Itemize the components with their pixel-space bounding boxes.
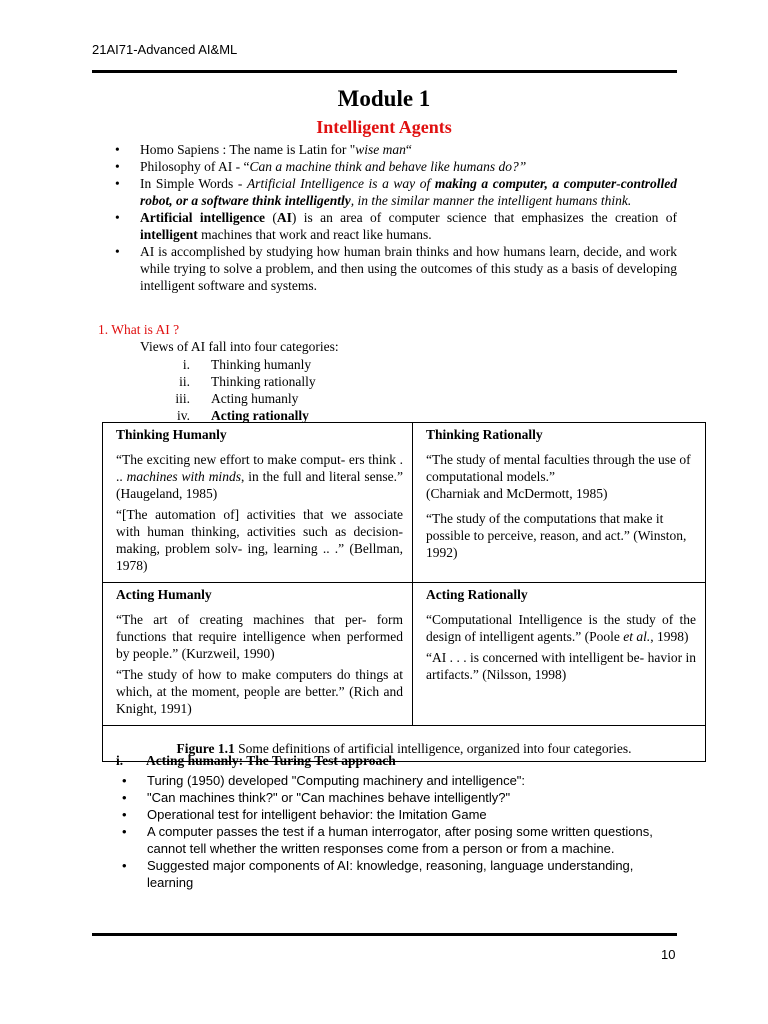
list-item bbox=[115, 209, 677, 243]
caption-label: Figure 1.1 bbox=[176, 741, 235, 756]
bullet-text: Homo Sapiens : The name is Latin for " bbox=[140, 142, 356, 157]
turing-heading bbox=[116, 753, 396, 769]
footer-rule bbox=[92, 933, 677, 936]
item-label: Acting humanly bbox=[211, 391, 299, 406]
item-label: Thinking rationally bbox=[211, 374, 316, 389]
bullet-text: "Can machines think?" or "Can machines behave intelligently?" bbox=[147, 790, 511, 805]
list-item bbox=[122, 857, 677, 891]
item-label: Acting rationally bbox=[211, 408, 309, 423]
page-number: 10 bbox=[661, 947, 676, 962]
bullet-italic: Can a machine think and behave like humans do?” bbox=[249, 159, 527, 174]
item-number: iii. bbox=[175, 391, 190, 406]
para-text-end: , 1998) bbox=[650, 629, 689, 644]
bullet-text: AI is accomplished by studying how human brain thinks and how humans learn, decide, and work while trying to solve a problem, and then using the outcomes of this study as a basis of developing intelligent software and systems. bbox=[140, 244, 677, 293]
page-title: Module 1 bbox=[337, 86, 431, 111]
bullet-text: Turing (1950) developed "Computing machinery and intelligence": bbox=[147, 773, 526, 788]
bullet-bold: Artificial intelligence bbox=[140, 210, 266, 225]
item-label: Thinking humanly bbox=[211, 357, 312, 372]
cell-heading: Thinking Rationally bbox=[426, 427, 543, 442]
item-number: iv. bbox=[177, 408, 190, 423]
bullet-text: machines that work and react like humans. bbox=[197, 227, 432, 242]
list-item bbox=[122, 789, 677, 806]
bullet-italic-end: , in the similar manner the intelligent humans think. bbox=[350, 193, 632, 208]
turing-bullets bbox=[122, 772, 677, 891]
heading-text: Acting humanly: The Turing Test approach bbox=[146, 753, 396, 768]
bullet-text: A computer passes the test if a human interrogator, after posing some written questions, cannot tell whether the written responses come from a person or from a machine. bbox=[147, 824, 653, 856]
item-number: i. bbox=[182, 357, 190, 372]
cell-paragraph: “The study of how to make computers do things at which, at the moment, people are better.” (Rich and Knight, 1991) bbox=[116, 667, 403, 716]
list-item bbox=[115, 243, 677, 294]
list-item bbox=[160, 373, 316, 390]
ai-categories-list bbox=[160, 356, 316, 424]
header-rule bbox=[92, 70, 677, 73]
page-subtitle: Intelligent Agents bbox=[316, 117, 452, 137]
bullet-text: ) is an area of computer science that emphasizes the creation of bbox=[291, 210, 678, 225]
bullet-text: Philosophy of AI - “ bbox=[140, 159, 250, 174]
list-item bbox=[115, 158, 677, 175]
cell-paragraph: “The study of the computations that make it possible to perceive, reason, and act.” (Winston, 1992) bbox=[426, 511, 687, 560]
course-header: 21AI71-Advanced AI&ML bbox=[92, 42, 238, 57]
cell-heading: Thinking Humanly bbox=[116, 427, 227, 442]
acting-humanly-cell bbox=[103, 583, 413, 726]
bullet-italic: Artificial Intelligence is a way of bbox=[246, 176, 435, 191]
bullet-italic: wise man bbox=[355, 142, 406, 157]
bullet-bold: AI bbox=[276, 210, 292, 225]
list-item bbox=[122, 806, 677, 823]
cell-paragraph bbox=[426, 611, 696, 645]
bullet-text-end: “ bbox=[405, 142, 412, 157]
bullet-bold: intelligent bbox=[140, 227, 198, 242]
list-item bbox=[115, 141, 677, 158]
heading-number: i. bbox=[116, 753, 124, 768]
thinking-humanly-cell bbox=[103, 423, 413, 583]
views-text: Views of AI fall into four categories: bbox=[140, 339, 339, 354]
list-item bbox=[160, 356, 316, 373]
cell-paragraph: “The study of mental faculties through the use of computational models.” bbox=[426, 452, 691, 484]
para-text-end: , in the full and literal sense.” (Haugeland, 1985) bbox=[116, 469, 404, 501]
cell-paragraph: “The art of creating machines that per- form functions that require intelligence when performed by people.” (Kurzweil, 1990) bbox=[116, 612, 403, 661]
bullet-text: In Simple Words - bbox=[140, 176, 247, 191]
bullet-text: Operational test for intelligent behavior: the Imitation Game bbox=[147, 807, 487, 822]
ai-definitions-table bbox=[102, 422, 706, 762]
acting-rationally-cell bbox=[413, 583, 706, 726]
thinking-rationally-cell bbox=[413, 423, 706, 583]
cell-citation: (Charniak and McDermott, 1985) bbox=[426, 486, 608, 501]
section-heading: 1. What is AI ? bbox=[98, 322, 180, 337]
intro-bullets bbox=[115, 141, 677, 294]
cell-paragraph: “AI . . . is concerned with intelligent be- havior in artifacts.” (Nilsson, 1998) bbox=[426, 650, 696, 682]
bullet-text: Suggested major components of AI: knowledge, reasoning, language understanding, learning bbox=[147, 858, 634, 890]
para-text: “The exciting new effort to make comput- ers think . .. bbox=[116, 452, 403, 484]
bullet-text: ( bbox=[265, 210, 277, 225]
caption-text: Some definitions of artificial intelligence, organized into four categories. bbox=[234, 741, 632, 756]
cell-heading: Acting Humanly bbox=[116, 587, 212, 602]
cell-heading: Acting Rationally bbox=[426, 587, 528, 602]
para-italic: et al. bbox=[623, 629, 651, 644]
para-italic: machines with minds bbox=[126, 469, 241, 484]
cell-paragraph: “[The automation of] activities that we associate with human thinking, activities such as decision-making, problem solv- ing, learning .. .” (Bellman, 1978) bbox=[116, 507, 403, 573]
item-number: ii. bbox=[179, 374, 190, 389]
list-item bbox=[115, 175, 677, 209]
cell-paragraph bbox=[116, 451, 403, 502]
bullet-bold-italic: making a computer, a computer-controlled robot, or a software think intelligently bbox=[140, 176, 677, 208]
list-item bbox=[122, 823, 677, 857]
para-text: “Computational Intelligence is the study of the design of intelligent agents.” (Poole bbox=[426, 612, 696, 644]
list-item bbox=[122, 772, 677, 789]
list-item bbox=[160, 390, 316, 407]
